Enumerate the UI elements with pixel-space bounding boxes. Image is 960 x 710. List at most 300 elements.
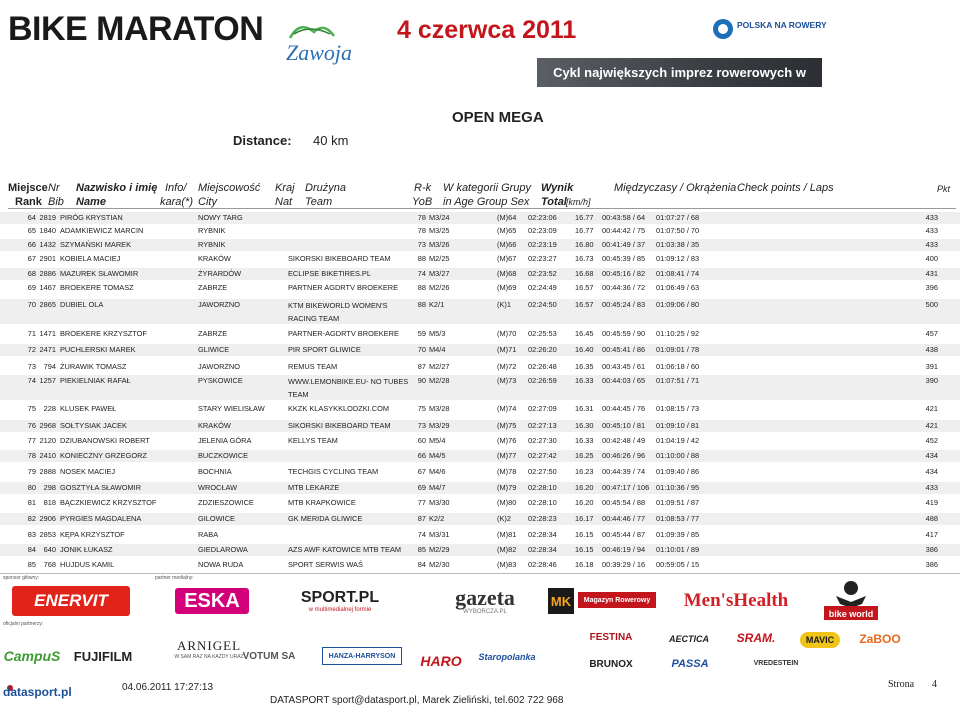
cell-name: PYRGIES MAGDALENA <box>60 514 142 523</box>
cell-yob: 60 <box>417 436 426 445</box>
cell-name: BROEKERE TOMASZ <box>60 283 134 292</box>
cell-pts: 488 <box>925 514 938 523</box>
cell-cat: M3/27 <box>429 269 450 278</box>
col-header-kmh: [km/h] <box>566 197 591 207</box>
cell-rank: 74 <box>27 376 36 385</box>
gazeta-logo-text: gazeta <box>455 585 515 610</box>
cell-bib: 1257 <box>39 376 56 385</box>
mk-logo-text: MK <box>550 593 572 609</box>
col-header-team-en: Team <box>305 196 333 208</box>
cell-lap2: 01:06:49 / 63 <box>656 283 700 292</box>
cell-time: 02:24:49 <box>528 283 557 292</box>
cell-time: 02:28:46 <box>528 560 557 569</box>
cell-cat: M5/3 <box>429 329 446 338</box>
cell-yob: 85 <box>417 545 426 554</box>
sportpl-logo-text: SPORT.PL <box>300 589 380 606</box>
cell-lap2: 01:09:06 / 80 <box>656 300 700 309</box>
cell-name: ŻURAWIK TOMASZ <box>60 362 127 371</box>
race-heading: OPEN MEGA <box>452 109 544 126</box>
table-row <box>0 299 960 324</box>
cell-speed: 16.25 <box>575 451 594 460</box>
cell-lap1: 00:44:39 / 74 <box>602 467 646 476</box>
cell-lap1: 00:42:48 / 49 <box>602 436 646 445</box>
col-header-nazwisko: Nazwisko i imię <box>76 182 158 194</box>
cell-grp: (K)1 <box>497 300 511 309</box>
cell-bib: 2819 <box>39 213 56 222</box>
cell-team: PARTNER AGDRTV BROEKERE <box>288 283 399 292</box>
cell-lap2: 01:08:41 / 74 <box>656 269 700 278</box>
cell-speed: 16.33 <box>575 436 594 445</box>
mk-logo-sub-text: Magazyn Rowerowy <box>583 596 651 604</box>
cell-lap2: 01:09:12 / 83 <box>656 254 700 263</box>
cell-rank: 80 <box>27 483 36 492</box>
bikeworld-logo-text: bike world <box>828 609 874 619</box>
aectica-logo <box>667 632 711 646</box>
zawoja-logo <box>270 16 356 70</box>
cell-lap1: 00:43:58 / 64 <box>602 213 646 222</box>
cell-pts: 457 <box>925 329 938 338</box>
cell-time: 02:27:42 <box>528 451 557 460</box>
cell-cat: M4/4 <box>429 345 446 354</box>
table-row <box>0 239 960 251</box>
cell-cat: M2/26 <box>429 283 450 292</box>
cell-grp: (M)76 <box>497 436 517 445</box>
cell-yob: 66 <box>417 451 426 460</box>
eska-logo <box>175 588 249 614</box>
cell-lap1: 00:45:44 / 87 <box>602 530 646 539</box>
cell-name: BROEKERE KRZYSZTOF <box>60 329 147 338</box>
cell-team: MTB KRAPKOWICE <box>288 498 356 507</box>
cell-city: ŻYRARDÓW <box>198 269 242 278</box>
table-row <box>0 361 960 373</box>
cell-pts: 400 <box>925 254 938 263</box>
cell-name: JONIK ŁUKASZ <box>60 545 113 554</box>
col-header-kara: kara(*) <box>160 196 194 208</box>
cell-bib: 2853 <box>39 530 56 539</box>
cell-lap1: 00:45:39 / 85 <box>602 254 646 263</box>
cell-team: PIR SPORT GLIWICE <box>288 345 361 354</box>
cell-rank: 72 <box>27 345 36 354</box>
cell-lap2: 01:10:00 / 88 <box>656 451 700 460</box>
menshealth-logo <box>676 588 796 614</box>
table-row <box>0 375 960 400</box>
cell-pts: 419 <box>925 498 938 507</box>
cell-pts: 433 <box>925 240 938 249</box>
festina-logo <box>588 628 634 646</box>
cell-city: BOCHNIA <box>198 467 232 476</box>
cell-speed: 16.23 <box>575 467 594 476</box>
col-header-bib <box>48 181 64 209</box>
cell-rank: 85 <box>27 560 36 569</box>
cell-grp: (M)77 <box>497 451 517 460</box>
cell-bib: 768 <box>43 560 56 569</box>
col-header-kraj: Kraj <box>275 182 295 194</box>
cell-bib: 1840 <box>39 226 56 235</box>
cell-lap1: 00:45:59 / 90 <box>602 329 646 338</box>
cell-rank: 82 <box>27 514 36 523</box>
cell-pts: 386 <box>925 545 938 554</box>
cell-bib: 2865 <box>39 300 56 309</box>
cell-grp: (M)79 <box>497 483 517 492</box>
cell-speed: 16.77 <box>575 213 594 222</box>
mavic-logo <box>800 632 840 648</box>
cell-yob: 88 <box>417 254 426 263</box>
col-header-rk: R-k <box>414 182 432 194</box>
cell-team: WWW.LEMONBIKE.EU- NO TUBES TEAM <box>288 377 409 399</box>
cell-bib: 1471 <box>39 329 56 338</box>
col-header-age-group: in Age Group Sex <box>443 196 530 208</box>
cell-name: GOSZTYŁA SŁAWOMIR <box>60 483 142 492</box>
votum-logo-text: VOTUM SA <box>242 650 296 662</box>
cell-team: SIKORSKI BIKEBOARD TEAM <box>288 254 391 263</box>
cell-city: JAWORZNO <box>198 362 241 371</box>
col-header-pkt: Pkt <box>937 184 951 194</box>
cell-pts: 386 <box>925 560 938 569</box>
cell-yob: 73 <box>417 421 426 430</box>
zaboo-logo <box>855 630 905 648</box>
cell-pts: 421 <box>925 421 938 430</box>
cell-cat: M5/4 <box>429 436 446 445</box>
cell-grp: (M)68 <box>497 269 517 278</box>
passa-logo <box>670 656 710 672</box>
cell-lap2: 01:03:38 / 35 <box>656 240 700 249</box>
gazeta-logo-sub: WYBORCZA.PL <box>463 609 507 615</box>
zaboo-logo-text: ZaBOO <box>859 632 901 646</box>
cell-yob: 84 <box>417 560 426 569</box>
cell-city: GLIWICE <box>198 345 230 354</box>
col-header-info <box>160 181 193 209</box>
haro-logo <box>420 652 462 670</box>
enervit-logo-text: ENERVIT <box>34 591 108 610</box>
cell-name: KĘPA KRZYSZTOF <box>60 530 125 539</box>
arnigel-logo-text: ARNIGEL <box>176 638 242 653</box>
cell-team: KKZK KLASYKKLODZKI.COM <box>288 404 390 413</box>
cell-lap2: 01:04:19 / 42 <box>656 436 700 445</box>
table-row <box>0 482 960 494</box>
cell-pts: 417 <box>925 530 938 539</box>
cell-grp: (M)66 <box>497 240 517 249</box>
footer-credits: DATASPORT sport@datasport.pl, Marek Zieliński, tel.602 722 968 <box>270 695 564 706</box>
cell-rank: 65 <box>27 226 36 235</box>
cell-name: NOSEK MACIEJ <box>60 467 116 476</box>
cell-team: SPORT SERWIS WAŚ <box>288 560 363 569</box>
col-header-yob-en: YoB <box>412 196 433 208</box>
col-header-nat-en: Nat <box>275 196 293 208</box>
cell-lap1: 00:46:26 / 96 <box>602 451 646 460</box>
cell-time: 02:27:50 <box>528 467 557 476</box>
distance-label: Distance: <box>233 133 292 148</box>
cell-bib: 2886 <box>39 269 56 278</box>
gazeta-logo <box>445 587 525 617</box>
cell-time: 02:26:20 <box>528 345 557 354</box>
cell-city: RYBNIK <box>198 226 226 235</box>
cell-speed: 16.18 <box>575 560 594 569</box>
cell-yob: 88 <box>417 283 426 292</box>
staropolanka-logo <box>478 646 536 668</box>
col-header-wynik: Wynik <box>541 182 574 194</box>
cell-city: GIEDLAROWA <box>198 545 248 554</box>
cell-bib: 818 <box>43 498 56 507</box>
cell-time: 02:28:10 <box>528 498 557 507</box>
cell-speed: 16.33 <box>575 376 594 385</box>
cell-grp: (M)83 <box>497 560 517 569</box>
event-title: BIKE MARATON <box>8 10 264 48</box>
cell-city: KRAKÓW <box>198 254 231 263</box>
cell-yob: 88 <box>417 300 426 309</box>
cell-bib: 2888 <box>39 467 56 476</box>
col-header-checkpoints: Check points / Laps <box>737 182 834 194</box>
cell-grp: (M)74 <box>497 404 517 413</box>
table-row <box>0 559 960 571</box>
cell-time: 02:28:23 <box>528 514 557 523</box>
fujifilm-logo-text: FUJIFILM <box>73 648 133 664</box>
cell-cat: M4/5 <box>429 451 446 460</box>
cell-lap1: 00:45:16 / 82 <box>602 269 646 278</box>
cell-city: JAWORZNO <box>198 300 241 309</box>
cell-cat: M2/27 <box>429 362 450 371</box>
cell-pts: 421 <box>925 404 938 413</box>
cell-yob: 78 <box>417 213 426 222</box>
cell-name: KLUSEK PAWEŁ <box>60 404 117 413</box>
cell-yob: 78 <box>417 226 426 235</box>
cell-yob: 69 <box>417 483 426 492</box>
cell-speed: 16.77 <box>575 226 594 235</box>
cell-lap1: 00:41:49 / 37 <box>602 240 646 249</box>
header-rule <box>8 208 956 209</box>
cell-speed: 16.57 <box>575 300 594 309</box>
col-header-city <box>198 181 260 209</box>
cell-cat: M4/7 <box>429 483 446 492</box>
polska-logo-text: POLSKA NA ROWERY <box>737 20 827 30</box>
cell-rank: 84 <box>27 545 36 554</box>
cell-pts: 434 <box>925 451 938 460</box>
table-row <box>0 282 960 294</box>
cell-bib: 298 <box>43 483 56 492</box>
magazyn-rowerowy-logo <box>548 586 658 616</box>
cell-speed: 16.45 <box>575 329 594 338</box>
cell-bib: 2410 <box>39 451 56 460</box>
footer-page-label: Strona <box>888 679 915 690</box>
cell-yob: 77 <box>417 498 426 507</box>
table-row <box>0 420 960 432</box>
cell-name: DUBIEL OLA <box>60 300 104 309</box>
cell-lap1: 00:44:42 / 75 <box>602 226 646 235</box>
table-row <box>0 450 960 462</box>
datasport-logo-text: datasport.pl <box>3 685 72 699</box>
staropolanka-logo-text: Staropolanka <box>478 652 536 662</box>
footer-page-number: 4 <box>932 679 937 690</box>
cell-name: PUCHLERSKI MAREK <box>60 345 136 354</box>
cell-yob: 87 <box>417 362 426 371</box>
table-row <box>0 529 960 541</box>
cell-name: SOŁTYSIAK JACEK <box>60 421 127 430</box>
cell-time: 02:27:30 <box>528 436 557 445</box>
cell-grp: (M)80 <box>497 498 517 507</box>
cell-pts: 431 <box>925 269 938 278</box>
cell-time: 02:26:59 <box>528 376 557 385</box>
cell-lap1: 00:45:41 / 86 <box>602 345 646 354</box>
cell-time: 02:27:09 <box>528 404 557 413</box>
festina-logo-text: FESTINA <box>589 631 633 643</box>
table-row <box>0 268 960 280</box>
table-row <box>0 466 960 478</box>
cell-cat: M3/31 <box>429 530 450 539</box>
table-row <box>0 344 960 356</box>
cell-lap1: 00:45:24 / 83 <box>602 300 646 309</box>
cell-time: 02:24:50 <box>528 300 557 309</box>
cell-bib: 794 <box>43 362 56 371</box>
cell-bib: 228 <box>43 404 56 413</box>
cell-team: ECLIPSE BIKETIRES.PL <box>288 269 371 278</box>
vredestein-logo <box>748 656 804 670</box>
cell-rank: 79 <box>27 467 36 476</box>
cell-name: ADAMKIEWICZ MARCIN <box>60 226 144 235</box>
cell-team: GK MERIDA GLIWICE <box>288 514 363 523</box>
votum-logo <box>238 647 300 665</box>
col-header-yob <box>412 181 432 209</box>
fujifilm-logo <box>70 647 136 665</box>
cell-city: ZABRZE <box>198 329 228 338</box>
cell-rank: 77 <box>27 436 36 445</box>
cell-cat: M2/29 <box>429 545 450 554</box>
cell-pts: 452 <box>925 436 938 445</box>
passa-logo-text: PASSA <box>671 658 709 670</box>
zawoja-logo-text: Zawoja <box>286 40 353 65</box>
cell-team: KTM BIKEWORLD WOMEN'S RACING TEAM <box>288 301 388 323</box>
cell-lap2: 01:09:01 / 78 <box>656 345 700 354</box>
cell-grp: (M)67 <box>497 254 517 263</box>
enervit-logo <box>12 586 130 616</box>
cell-yob: 87 <box>417 514 426 523</box>
cell-rank: 64 <box>27 213 36 222</box>
cell-rank: 69 <box>27 283 36 292</box>
cell-time: 02:25:53 <box>528 329 557 338</box>
cell-yob: 59 <box>417 329 426 338</box>
cell-bib: 2906 <box>39 514 56 523</box>
sponsor-media-label: partner medialny: <box>155 575 194 581</box>
col-header-rank-en: Rank <box>15 196 42 208</box>
hanza-harryson-logo <box>322 647 402 665</box>
cell-grp: (M)72 <box>497 362 517 371</box>
cell-bib: 2120 <box>39 436 56 445</box>
cell-yob: 73 <box>417 240 426 249</box>
cell-pts: 433 <box>925 226 938 235</box>
cell-rank: 70 <box>27 300 36 309</box>
sponsor-main-label: sponsor główny: <box>3 575 40 581</box>
cell-team: SIKORSKI BIKEBOARD TEAM <box>288 421 391 430</box>
cell-lap2: 01:10:36 / 95 <box>656 483 700 492</box>
cell-speed: 16.31 <box>575 404 594 413</box>
cell-team: REMUS TEAM <box>288 362 338 371</box>
cell-city: RYBNIK <box>198 240 226 249</box>
cell-lap1: 00:43:45 / 61 <box>602 362 646 371</box>
cell-lap2: 01:07:50 / 70 <box>656 226 700 235</box>
cell-time: 02:23:09 <box>528 226 557 235</box>
cell-name: DZIUBANOWSKI ROBERT <box>60 436 150 445</box>
cell-rank: 73 <box>27 362 36 371</box>
cell-pts: 433 <box>925 483 938 492</box>
table-row <box>0 497 960 509</box>
cell-time: 02:27:13 <box>528 421 557 430</box>
cell-speed: 16.68 <box>575 269 594 278</box>
cell-time: 02:28:34 <box>528 545 557 554</box>
cell-grp: (M)82 <box>497 545 517 554</box>
sportpl-logo-sub: w multimedialnej formie <box>308 607 372 613</box>
col-header-miejsce: Miejsce <box>8 182 48 194</box>
event-date: 4 czerwca 2011 <box>397 16 577 44</box>
cell-rank: 81 <box>27 498 36 507</box>
col-header-bib-en: Bib <box>48 196 64 208</box>
bikeworld-logo <box>818 576 884 622</box>
cell-cat: K2/1 <box>429 300 445 309</box>
campus-logo <box>4 645 60 667</box>
table-row <box>0 328 960 340</box>
cell-cat: M2/25 <box>429 254 450 263</box>
cell-city: ZDZIESZOWICE <box>198 498 254 507</box>
cell-bib: 2471 <box>39 345 56 354</box>
cell-yob: 74 <box>417 269 426 278</box>
col-header-rank <box>8 181 48 209</box>
sponsor-official-label: oficjalni partnerzy: <box>3 621 44 627</box>
cell-grp: (M)69 <box>497 283 517 292</box>
col-header-category <box>443 181 531 209</box>
cell-city: KRAKÓW <box>198 421 231 430</box>
cell-cat: M3/28 <box>429 404 450 413</box>
cell-team: MTB LEKARZE <box>288 483 340 492</box>
cell-lap2: 01:06:18 / 60 <box>656 362 700 371</box>
cell-pts: 391 <box>925 362 938 371</box>
cell-grp: (M)71 <box>497 345 517 354</box>
distance-value: 40 km <box>313 133 349 148</box>
table-row <box>0 435 960 447</box>
cell-name: PIRÓG KRYSTIAN <box>60 213 123 222</box>
cell-pts: 500 <box>925 300 938 309</box>
mk-logo-sub <box>578 592 656 608</box>
table-row <box>0 225 960 237</box>
cell-city: ZABRZE <box>198 283 228 292</box>
cell-team: KELLYS TEAM <box>288 436 338 445</box>
col-header-druzyna: Drużyna <box>305 182 346 194</box>
cell-lap2: 01:10:01 / 89 <box>656 545 700 554</box>
table-row <box>0 513 960 525</box>
cell-cat: M2/30 <box>429 560 450 569</box>
cell-grp: (M)78 <box>497 467 517 476</box>
col-header-miejscowosc: Miejscowość <box>198 182 261 194</box>
cell-lap1: 00:47:17 / 106 <box>602 483 650 492</box>
col-header-nat <box>275 181 295 209</box>
cell-speed: 16.80 <box>575 240 594 249</box>
cell-time: 02:28:10 <box>528 483 557 492</box>
col-header-name <box>76 181 157 209</box>
cell-lap1: 00:44:46 / 77 <box>602 514 646 523</box>
cell-lap2: 01:09:39 / 85 <box>656 530 700 539</box>
table-row <box>0 544 960 556</box>
cell-city: NOWY TARG <box>198 213 243 222</box>
cell-pts: 438 <box>925 345 938 354</box>
brunox-logo-text: BRUNOX <box>589 658 633 670</box>
cell-lap2: 01:09:51 / 87 <box>656 498 700 507</box>
cell-name: SZYMAŃSKI MAREK <box>60 240 132 249</box>
vredestein-logo-text: VREDESTEIN <box>753 659 799 667</box>
datasport-logo <box>3 682 73 702</box>
arnigel-logo <box>170 638 248 672</box>
cell-rank: 68 <box>27 269 36 278</box>
cell-bib: 640 <box>43 545 56 554</box>
cell-grp: (M)81 <box>497 530 517 539</box>
mk-logo-mark <box>548 588 574 614</box>
cell-speed: 16.57 <box>575 283 594 292</box>
col-header-splits: Międzyczasy / Okrążenia <box>614 182 737 194</box>
